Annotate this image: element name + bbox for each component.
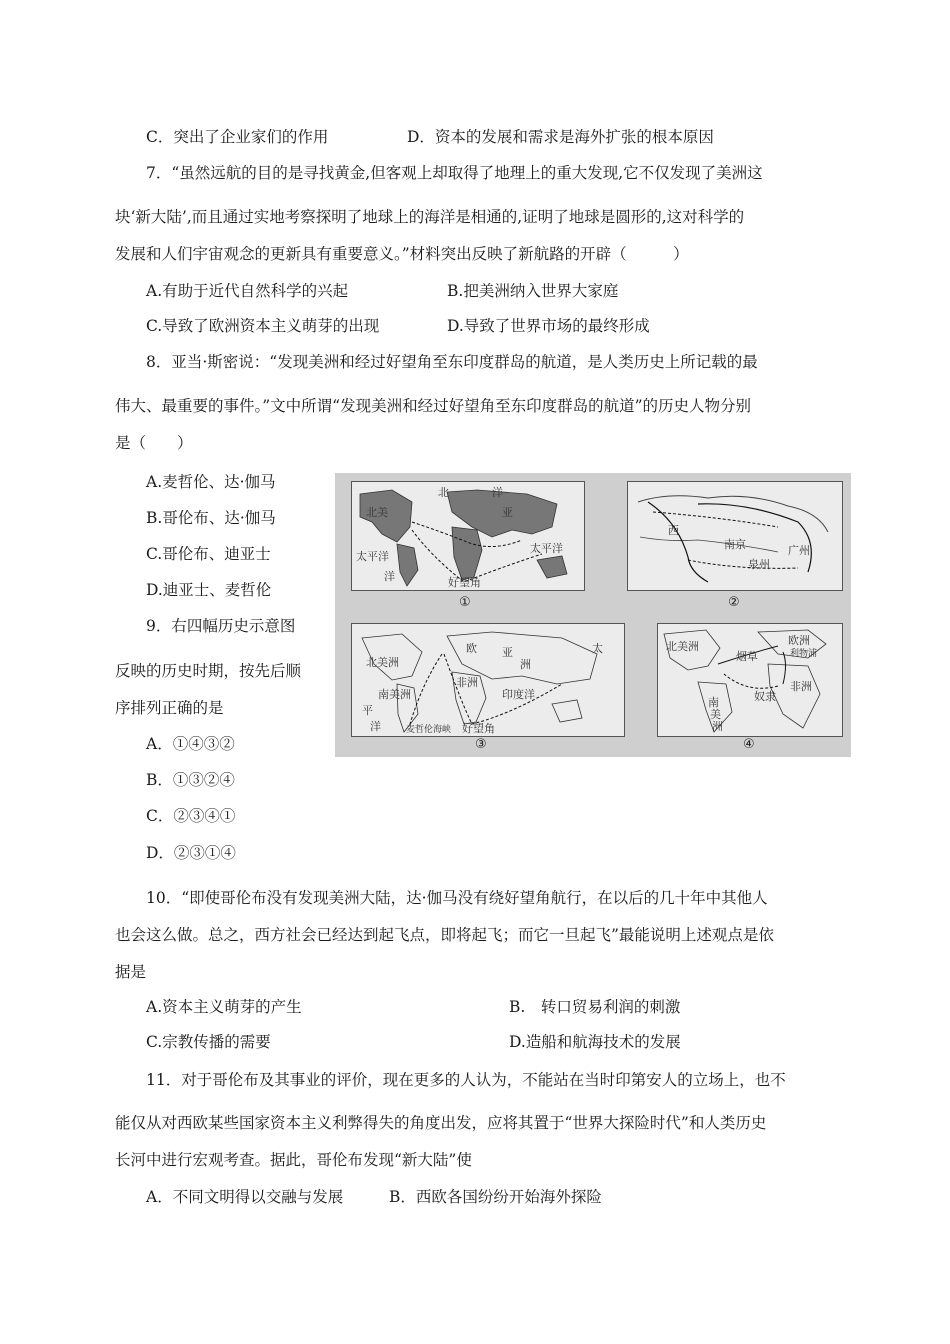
q7-stem-line1: 7．“虽然远航的目的是寻找黄金,但客观上却取得了地理上的重大发现,它不仅发现了美洲这 (146, 164, 763, 182)
q8-stem-line3: 是（ ） (115, 434, 193, 452)
map-3-label: 欧 (466, 642, 477, 655)
q7-option-c: C.导致了欧洲资本主义萌芽的出现 (146, 317, 380, 335)
map-4-number: ④ (743, 737, 755, 752)
map-3-label: 平 (362, 704, 373, 717)
q8-stem-line2: 伟大、最重要的事件。”文中所谓“发现美洲和经过好望角至东印度群岛的航道”的历史人物分别 (115, 397, 752, 415)
map-1-label: 北美 (366, 506, 388, 519)
q9-option-c: C．②③④① (146, 807, 236, 825)
map-2-label: 西 (668, 524, 679, 537)
map-2-number: ② (728, 595, 740, 610)
map-3-label: 太 (592, 642, 603, 655)
map-1-label: 洋 (492, 486, 503, 499)
q6-option-c: C．突出了企业家们的作用 (146, 128, 329, 146)
map-3 (351, 623, 625, 737)
q6-option-d: D．资本的发展和需求是海外扩张的根本原因 (407, 128, 714, 146)
q9-option-a: A．①④③② (146, 735, 235, 753)
q8-stem-line1: 8．亚当·斯密说：“发现美洲和经过好望角至东印度群岛的航道，是人类历史上所记载的最 (146, 353, 758, 371)
q9-option-d: D．②③①④ (146, 844, 236, 862)
map-1-label: 太平洋 (530, 542, 563, 555)
map-2-label: 广州 (788, 544, 810, 557)
map-3-label: 洲 (520, 658, 531, 671)
map-3-label: 北美洲 (366, 656, 399, 669)
q8-option-d: D.迪亚士、麦哲伦 (146, 581, 272, 599)
map-3-label: 洋 (370, 720, 381, 733)
q10-option-d: D.造船和航海技术的发展 (509, 1033, 681, 1051)
map-3-label: 麦哲伦海峡 (406, 725, 452, 735)
q11-stem-line1: 11．对于哥伦布及其事业的评价，现在更多的人认为，不能站在当时印第安人的立场上，也不 (146, 1071, 786, 1089)
q10-stem-line2: 也会这么做。总之，西方社会已经达到起飞点，即将起飞；而它一旦起飞”最能说明上述观点是依 (115, 926, 774, 944)
map-4-label: 欧洲 (788, 634, 810, 647)
map-1-label: 好望角 (448, 576, 481, 589)
q10-stem-line1: 10．“即使哥伦布没有发现美洲大陆，达·伽马没有绕好望角航行，在以后的几十年中其他人 (146, 889, 768, 907)
map-4-label: 北美洲 (666, 640, 699, 653)
map-3-label: 亚 (502, 646, 513, 659)
map-3-label: 南美洲 (378, 688, 411, 701)
q11-stem-line3: 长河中进行宏观考查。据此，哥伦布发现“新大陆”使 (115, 1151, 472, 1169)
history-maps-figure (335, 473, 851, 757)
map-4-label: 烟草 (736, 650, 758, 663)
map-1 (351, 481, 585, 591)
q9-stem-line2: 反映的历史时期，按先后顺 (115, 662, 302, 680)
map-3-number: ③ (475, 737, 487, 752)
q11-option-a: A．不同文明得以交融与发展 (146, 1188, 344, 1206)
map-4-label: 美 (710, 708, 721, 721)
map-2-label: 泉州 (748, 558, 770, 571)
q7-option-a: A.有助于近代自然科学的兴起 (146, 282, 349, 300)
q10-option-c: C.宗教传播的需要 (146, 1033, 271, 1051)
q10-option-a: A.资本主义萌芽的产生 (146, 998, 302, 1016)
q11-stem-line2: 能仅从对西欧某些国家资本主义利弊得失的角度出发，应将其置于“世界大探险时代”和人类历史 (115, 1114, 767, 1132)
map-4-label: 非洲 (790, 680, 812, 693)
map-4-label: 南 (708, 696, 719, 709)
map-1-label: 太平洋 (356, 550, 389, 563)
map-1-label: 洋 (384, 570, 395, 583)
map-1-label: 亚 (502, 506, 513, 519)
map-4-label: 洲 (712, 720, 723, 733)
q10-stem-line3: 据是 (115, 963, 147, 981)
q7-stem-line2: 块‘新大陆’,而且通过实地考察探明了地球上的海洋是相通的,证明了地球是圆形的,这对科学的 (115, 208, 745, 226)
q9-stem-line1: 9．右四幅历史示意图 (146, 617, 296, 635)
map-1-number: ① (459, 595, 471, 610)
map-3-label: 好望角 (462, 722, 495, 735)
q11-option-b: B．西欧各国纷纷开始海外探险 (389, 1188, 602, 1206)
q10-option-b: B. 转口贸易利润的刺激 (509, 998, 681, 1016)
q8-option-c: C.哥伦布、迪亚士 (146, 545, 271, 563)
map-4-label: 利物浦 (790, 649, 818, 659)
map-4-label: 奴隶 (754, 690, 776, 703)
q7-option-d: D.导致了世界市场的最终形成 (447, 317, 650, 335)
map-2 (627, 481, 843, 591)
map-1-label: 北 (438, 486, 449, 499)
map-3-label: 非洲 (456, 676, 478, 689)
map-4 (657, 623, 843, 737)
q7-stem-line3: 发展和人们宇宙观念的更新具有重要意义。”材料突出反映了新航路的开辟（ ） (115, 245, 689, 263)
q9-stem-line3: 序排列正确的是 (115, 699, 224, 717)
q9-option-b: B．①③②④ (146, 771, 235, 789)
q8-option-a: A.麦哲伦、达·伽马 (146, 473, 276, 491)
map-3-label: 印度洋 (502, 688, 535, 701)
q7-option-b: B.把美洲纳入世界大家庭 (447, 282, 619, 300)
q8-option-b: B.哥伦布、达·伽马 (146, 509, 276, 527)
map-2-label: 南京 (724, 538, 746, 551)
